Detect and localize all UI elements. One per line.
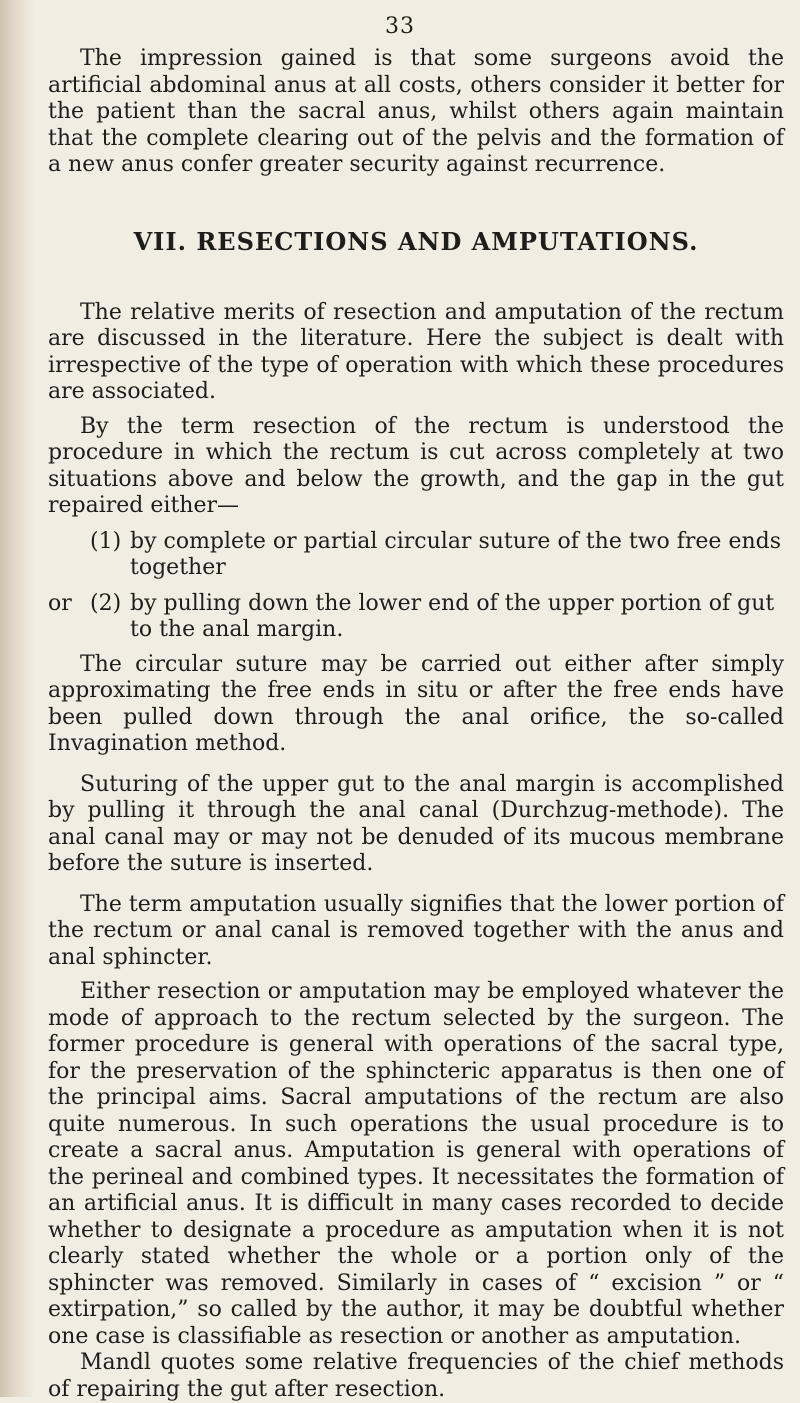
paragraph-amputation-definition: The term amputation usually signifies that the lower portion of the rectum or anal canal is removed together with the anus and anal sphincter. [48,891,784,970]
intro-paragraph: The impression gained is that some surgeons avoid the artificial abdominal anus at all costs, others consider it better for the patient than the sacral anus, whilst others again maintain that the complete clearing out of the pelvis and the formation of a new anus confer greater security against recurrence. [48,46,784,177]
paragraph-either-resection: Either resection or amputation may be employed whatever the mode of approach to the rectum selected by the surgeon. The former procedure is general with operations of the sacral type, for the preservation of the sphincteric apparatus is then one of the principal aims. Sacral amputations of the rectum are also quite numerous. In such operations the usual procedure is to create a sacral anus. Amputation is general with operations of the perineal and combined types. It necessitates the formation of an artificial anus. It is difficult in many cases recorded to decide whether to designate a procedure as amputation when it is not clearly stated whether the whole or a portion only of the sphincter was removed. Similarly in cases of “ excision ” or “ extirpation,” so called by the author, it may be doubtful whether one case is classifiable as resection or another as amputation. [48,979,784,1349]
list-item-text: by pulling down the lower end of the upper portion of gut to the anal margin. [130,590,775,642]
paragraph-mandl: Mandl quotes some relative frequencies of the chief methods of repairing the gut after resection. [48,1350,784,1402]
list-item-text: by complete or partial circular suture of the two free ends together [130,528,782,580]
paragraph-relative-merits: The relative merits of resection and amputation of the rectum are discussed in the literature. Here the subject is dealt with irrespective of the type of operation with which these procedures are associated. [48,299,784,404]
list-item-2 [48,591,784,644]
list-item-number: (2) [90,590,122,616]
list-item-prefix: or [48,590,72,616]
section-heading: VII. RESECTIONS AND AMPUTATIONS. [133,226,699,256]
page-number: 33 [385,14,415,39]
page-body [48,46,784,1403]
list-item-1 [48,529,784,582]
paragraph-resection-definition: By the term resection of the rectum is understood the procedure in which the rectum is cut across completely at two situations above and below the growth, and the gap in the gut repaired either— [48,413,784,518]
list-item-prefix [48,529,90,582]
paragraph-suturing: Suturing of the upper gut to the anal margin is accomplished by pulling it through the anal canal (Durchzug-methode). The anal canal may or may not be denuded of its mucous membrane before the suture is inserted. [48,771,784,876]
page-edge-shadow [0,0,34,1397]
list-item-number: (1) [90,528,122,554]
paragraph-circular-suture: The circular suture may be carried out either after simply approximating the free ends in situ or after the free ends have been pulled down through the anal orifice, the so-called Invagination method. [48,651,784,756]
